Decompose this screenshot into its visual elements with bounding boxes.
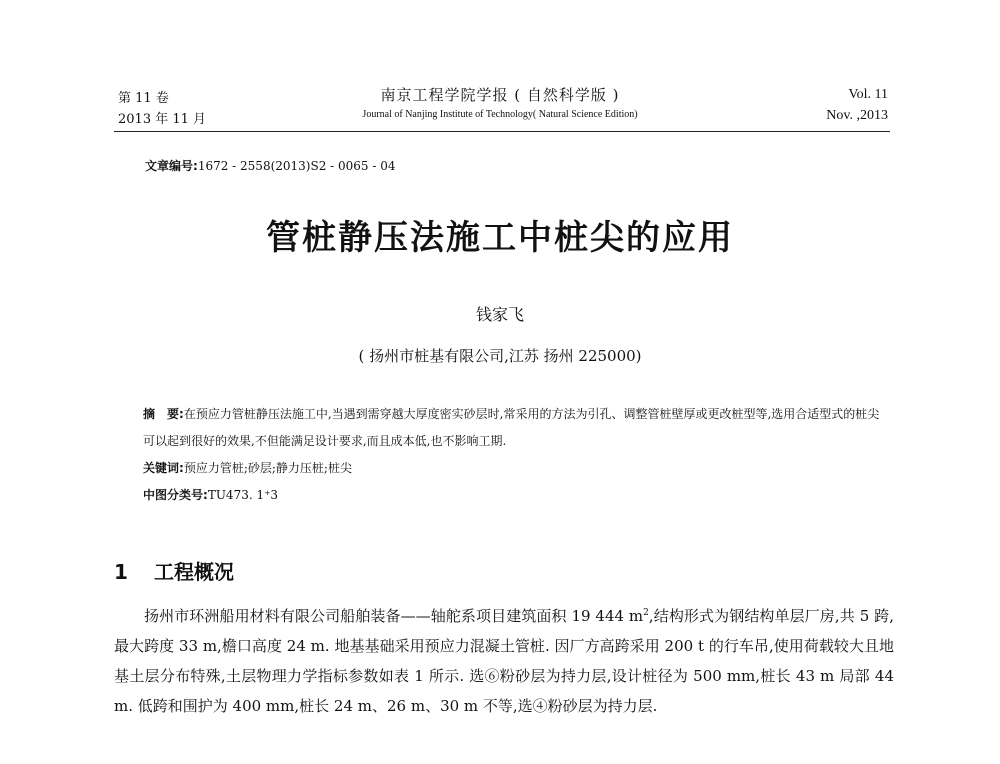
keywords [143, 455, 352, 482]
abstract-text: 在预应力管桩静压法施工中,当遇到需穿越大厚度密实砂层时,常采用的方法为引孔、调整管桩壁厚或更改桩型等,选用合适型式的桩尖可以起到很好的效果,不但能满足设计要求,而且成本低,也不影响工期. [143, 407, 880, 448]
section-number: 1 [114, 560, 128, 584]
abstract-label: 摘 要: [143, 407, 184, 421]
body-text-part2: ,结构形式为钢结构单层厂房,共 5 跨,最大跨度 33 m,檐口高度 24 m. 地基基础采用预应力混凝土管桩. 因厂方高跨采用 200 t 的行车吊,使用荷载较大且地基土层分布特殊,土层物理力学指标参数如表 1 所示. 选⑥粉砂层为持力层,设计桩径为 500 mm,桩长 43 m 局部 44 m. 低跨和围护为 400 mm,桩长 24 m、26 m、30 m 不等,选④粉砂层为持力层. [114, 607, 894, 715]
affiliation: ( 扬州市桩基有限公司,江苏 扬州 225000) [358, 347, 642, 365]
section-body [114, 598, 894, 721]
classification-label: 中图分类号: [143, 488, 208, 502]
body-text-part1: 扬州市环洲船用材料有限公司船舶装备——轴舵系项目建筑面积 19 444 m [144, 607, 644, 625]
date-en: Nov. ,2013 [826, 108, 888, 123]
article-number-label: 文章编号: [145, 159, 198, 173]
journal-title-cn: 南京工程学院学报 ( 自然科学版 ) [380, 86, 620, 104]
volume-en: Vol. 11 [848, 87, 888, 102]
header-right [826, 84, 888, 126]
header-divider [114, 131, 890, 132]
classification-text: TU473. 1⁺3 [207, 488, 279, 502]
section-heading [114, 556, 234, 585]
body-paragraph [114, 598, 894, 721]
abstract [143, 401, 885, 455]
volume-cn: 第 11 卷 [118, 91, 169, 106]
classification [143, 482, 278, 509]
date-cn: 2013 年 11 月 [118, 112, 207, 127]
author: 钱家飞 [475, 305, 524, 324]
article-number-value: 1672 - 2558(2013)S2 - 0065 - 04 [197, 159, 396, 173]
section-title: 工程概况 [154, 560, 234, 584]
journal-title-en: Journal of Nanjing Institute of Technology( Natural Science Edition) [362, 109, 638, 120]
body-superscript: 2 [643, 608, 649, 618]
keywords-label: 关键词: [143, 461, 184, 475]
paper-title: 管桩静压法施工中桩尖的应用 [266, 218, 734, 258]
article-number [145, 157, 396, 174]
keywords-text: 预应力管桩;砂层;静力压桩;桩尖 [183, 461, 352, 475]
